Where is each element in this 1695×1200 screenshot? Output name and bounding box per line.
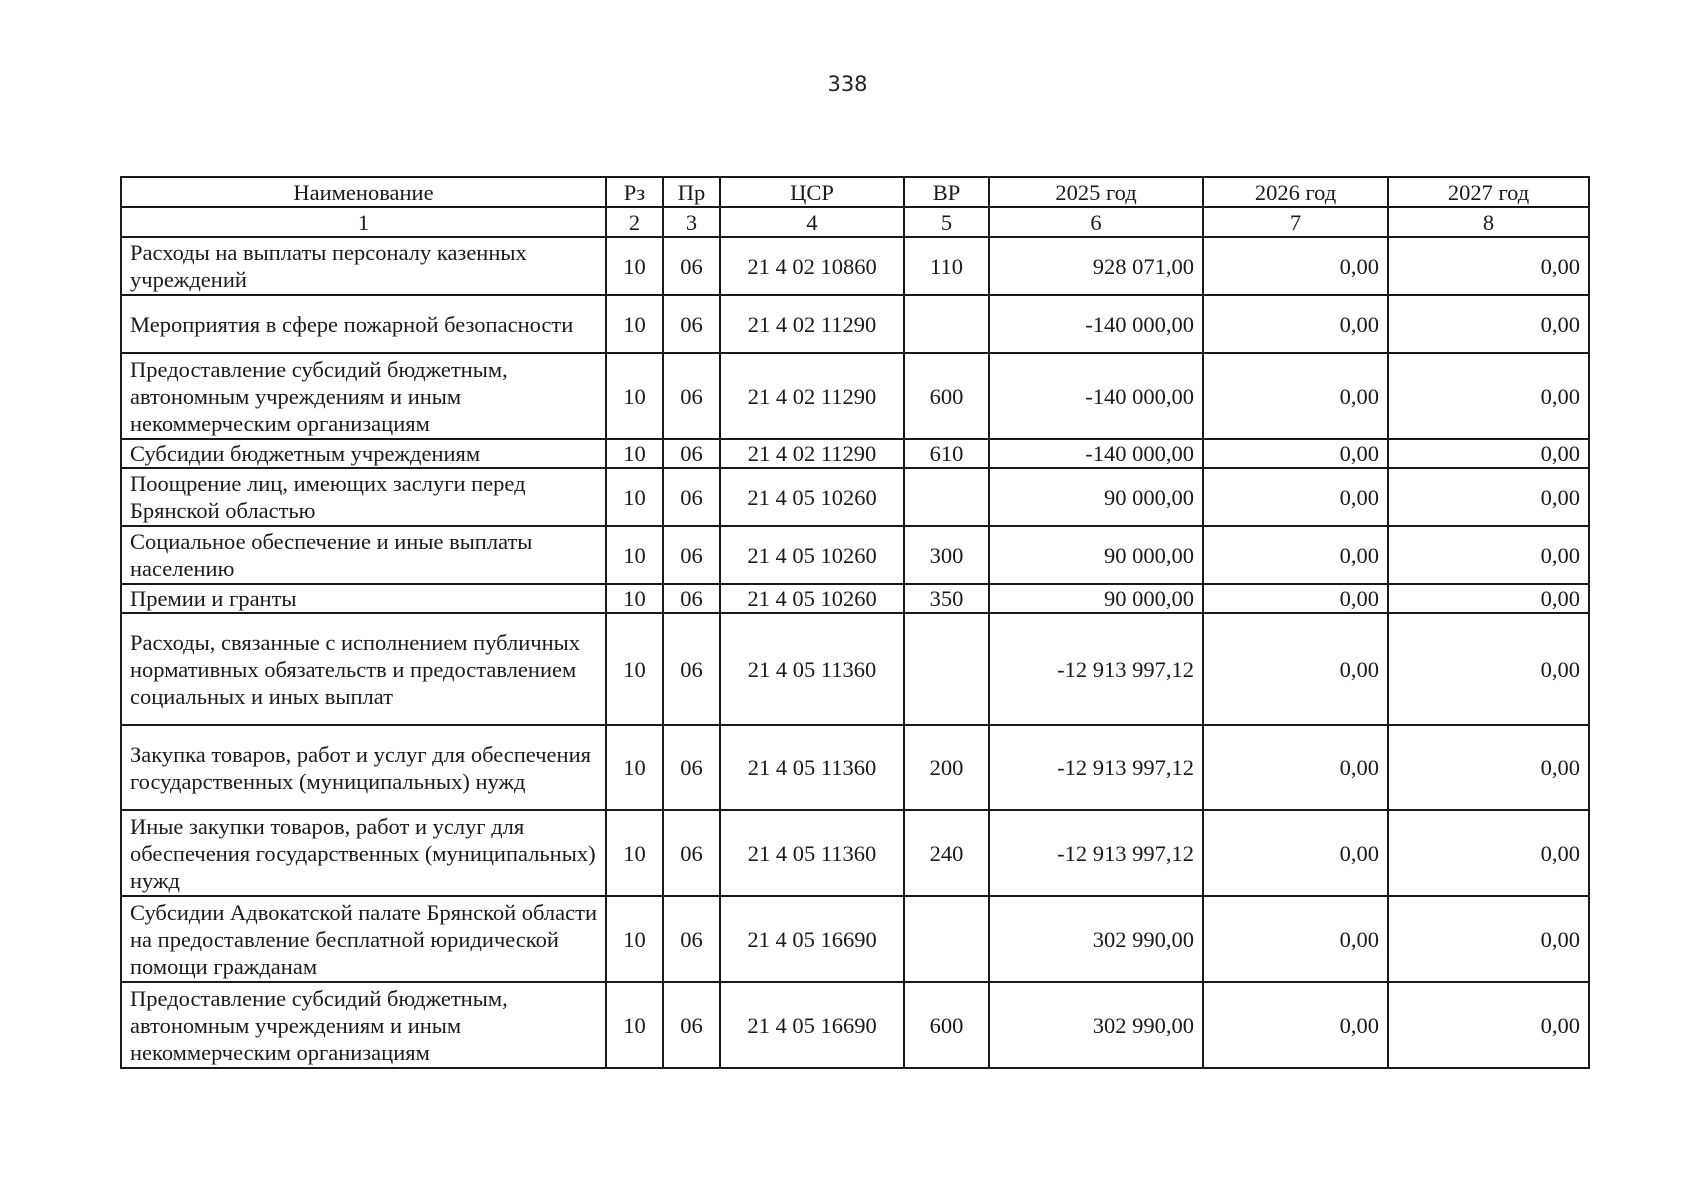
cell-vr: 600 — [904, 982, 989, 1068]
cell-pr: 06 — [663, 526, 720, 584]
cell-name: Расходы, связанные с исполнением публичных нормативных обязательств и предоставлением социальных и иных выплат — [121, 613, 606, 725]
budget-table — [120, 176, 1590, 1069]
cell-2025: 90 000,00 — [989, 526, 1203, 584]
cell-pr: 06 — [663, 896, 720, 982]
cell-name: Расходы на выплаты персоналу казенных учреждений — [121, 237, 606, 295]
cell-2026: 0,00 — [1203, 295, 1388, 353]
cell-2025: 302 990,00 — [989, 896, 1203, 982]
cell-2027: 0,00 — [1388, 584, 1589, 613]
cell-2026: 0,00 — [1203, 468, 1388, 526]
header-pr: Пр — [663, 177, 720, 207]
column-number: 3 — [663, 207, 720, 237]
cell-rz: 10 — [606, 810, 663, 896]
cell-2025: -12 913 997,12 — [989, 810, 1203, 896]
table-row — [121, 725, 1589, 810]
cell-name: Социальное обеспечение и иные выплаты населению — [121, 526, 606, 584]
cell-pr: 06 — [663, 982, 720, 1068]
header-2026: 2026 год — [1203, 177, 1388, 207]
cell-2027: 0,00 — [1388, 237, 1589, 295]
cell-name: Предоставление субсидий бюджетным, автономным учреждениям и иным некоммерческим организациям — [121, 353, 606, 439]
cell-2025: -12 913 997,12 — [989, 725, 1203, 810]
cell-2027: 0,00 — [1388, 439, 1589, 468]
cell-csr: 21 4 05 11360 — [720, 810, 904, 896]
column-number-row — [121, 207, 1589, 237]
cell-2027: 0,00 — [1388, 725, 1589, 810]
cell-vr — [904, 613, 989, 725]
cell-name: Субсидии Адвокатской палате Брянской области на предоставление бесплатной юридической помощи гражданам — [121, 896, 606, 982]
cell-csr: 21 4 02 11290 — [720, 295, 904, 353]
cell-name: Поощрение лиц, имеющих заслуги перед Брянской областью — [121, 468, 606, 526]
cell-csr: 21 4 05 10260 — [720, 584, 904, 613]
cell-rz: 10 — [606, 439, 663, 468]
table-row — [121, 810, 1589, 896]
cell-2025: -140 000,00 — [989, 353, 1203, 439]
header-2027: 2027 год — [1388, 177, 1589, 207]
cell-2027: 0,00 — [1388, 526, 1589, 584]
cell-rz: 10 — [606, 613, 663, 725]
cell-pr: 06 — [663, 613, 720, 725]
cell-vr — [904, 896, 989, 982]
cell-name: Иные закупки товаров, работ и услуг для обеспечения государственных (муниципальных) нужд — [121, 810, 606, 896]
table-row — [121, 353, 1589, 439]
cell-name: Субсидии бюджетным учреждениям — [121, 439, 606, 468]
table-row — [121, 613, 1589, 725]
cell-2027: 0,00 — [1388, 353, 1589, 439]
cell-csr: 21 4 02 11290 — [720, 353, 904, 439]
column-number: 8 — [1388, 207, 1589, 237]
cell-csr: 21 4 05 10260 — [720, 468, 904, 526]
cell-2026: 0,00 — [1203, 439, 1388, 468]
cell-vr — [904, 468, 989, 526]
cell-rz: 10 — [606, 725, 663, 810]
cell-2026: 0,00 — [1203, 526, 1388, 584]
table-row — [121, 468, 1589, 526]
cell-pr: 06 — [663, 584, 720, 613]
cell-vr: 600 — [904, 353, 989, 439]
cell-2025: -140 000,00 — [989, 295, 1203, 353]
cell-pr: 06 — [663, 725, 720, 810]
column-number: 2 — [606, 207, 663, 237]
cell-2026: 0,00 — [1203, 896, 1388, 982]
cell-csr: 21 4 05 11360 — [720, 613, 904, 725]
cell-2026: 0,00 — [1203, 584, 1388, 613]
table-body — [121, 237, 1589, 1068]
cell-csr: 21 4 02 10860 — [720, 237, 904, 295]
cell-name: Премии и гранты — [121, 584, 606, 613]
cell-vr — [904, 295, 989, 353]
cell-csr: 21 4 05 16690 — [720, 982, 904, 1068]
header-row — [121, 177, 1589, 207]
cell-csr: 21 4 05 11360 — [720, 725, 904, 810]
cell-vr: 350 — [904, 584, 989, 613]
header-csr: ЦСР — [720, 177, 904, 207]
cell-name: Предоставление субсидий бюджетным, автономным учреждениям и иным некоммерческим организациям — [121, 982, 606, 1068]
table-row — [121, 982, 1589, 1068]
column-number: 5 — [904, 207, 989, 237]
table-row — [121, 439, 1589, 468]
cell-csr: 21 4 05 10260 — [720, 526, 904, 584]
cell-2027: 0,00 — [1388, 896, 1589, 982]
cell-rz: 10 — [606, 526, 663, 584]
cell-rz: 10 — [606, 237, 663, 295]
column-number: 1 — [121, 207, 606, 237]
column-number: 4 — [720, 207, 904, 237]
cell-vr: 200 — [904, 725, 989, 810]
table-row — [121, 896, 1589, 982]
cell-2027: 0,00 — [1388, 468, 1589, 526]
cell-2025: 90 000,00 — [989, 584, 1203, 613]
cell-rz: 10 — [606, 468, 663, 526]
table-row — [121, 295, 1589, 353]
table-row — [121, 584, 1589, 613]
column-number: 6 — [989, 207, 1203, 237]
cell-vr: 240 — [904, 810, 989, 896]
cell-2027: 0,00 — [1388, 810, 1589, 896]
header-rz: Рз — [606, 177, 663, 207]
cell-pr: 06 — [663, 353, 720, 439]
cell-rz: 10 — [606, 584, 663, 613]
cell-2025: 90 000,00 — [989, 468, 1203, 526]
cell-2026: 0,00 — [1203, 810, 1388, 896]
cell-vr: 110 — [904, 237, 989, 295]
cell-pr: 06 — [663, 468, 720, 526]
page-number: 338 — [827, 72, 868, 96]
cell-2027: 0,00 — [1388, 982, 1589, 1068]
cell-rz: 10 — [606, 353, 663, 439]
cell-2025: -12 913 997,12 — [989, 613, 1203, 725]
cell-vr: 300 — [904, 526, 989, 584]
header-2025: 2025 год — [989, 177, 1203, 207]
table-row — [121, 526, 1589, 584]
cell-rz: 10 — [606, 982, 663, 1068]
cell-2025: 302 990,00 — [989, 982, 1203, 1068]
cell-2026: 0,00 — [1203, 982, 1388, 1068]
cell-2025: 928 071,00 — [989, 237, 1203, 295]
cell-2027: 0,00 — [1388, 613, 1589, 725]
cell-2026: 0,00 — [1203, 237, 1388, 295]
cell-csr: 21 4 02 11290 — [720, 439, 904, 468]
cell-pr: 06 — [663, 439, 720, 468]
cell-name: Мероприятия в сфере пожарной безопасности — [121, 295, 606, 353]
cell-2026: 0,00 — [1203, 613, 1388, 725]
cell-pr: 06 — [663, 295, 720, 353]
header-vr: ВР — [904, 177, 989, 207]
cell-2026: 0,00 — [1203, 353, 1388, 439]
cell-rz: 10 — [606, 295, 663, 353]
table-row — [121, 237, 1589, 295]
cell-name: Закупка товаров, работ и услуг для обеспечения государственных (муниципальных) нужд — [121, 725, 606, 810]
cell-2026: 0,00 — [1203, 725, 1388, 810]
cell-pr: 06 — [663, 237, 720, 295]
cell-2025: -140 000,00 — [989, 439, 1203, 468]
cell-pr: 06 — [663, 810, 720, 896]
cell-2027: 0,00 — [1388, 295, 1589, 353]
column-number: 7 — [1203, 207, 1388, 237]
cell-rz: 10 — [606, 896, 663, 982]
header-name: Наименование — [121, 177, 606, 207]
cell-csr: 21 4 05 16690 — [720, 896, 904, 982]
cell-vr: 610 — [904, 439, 989, 468]
